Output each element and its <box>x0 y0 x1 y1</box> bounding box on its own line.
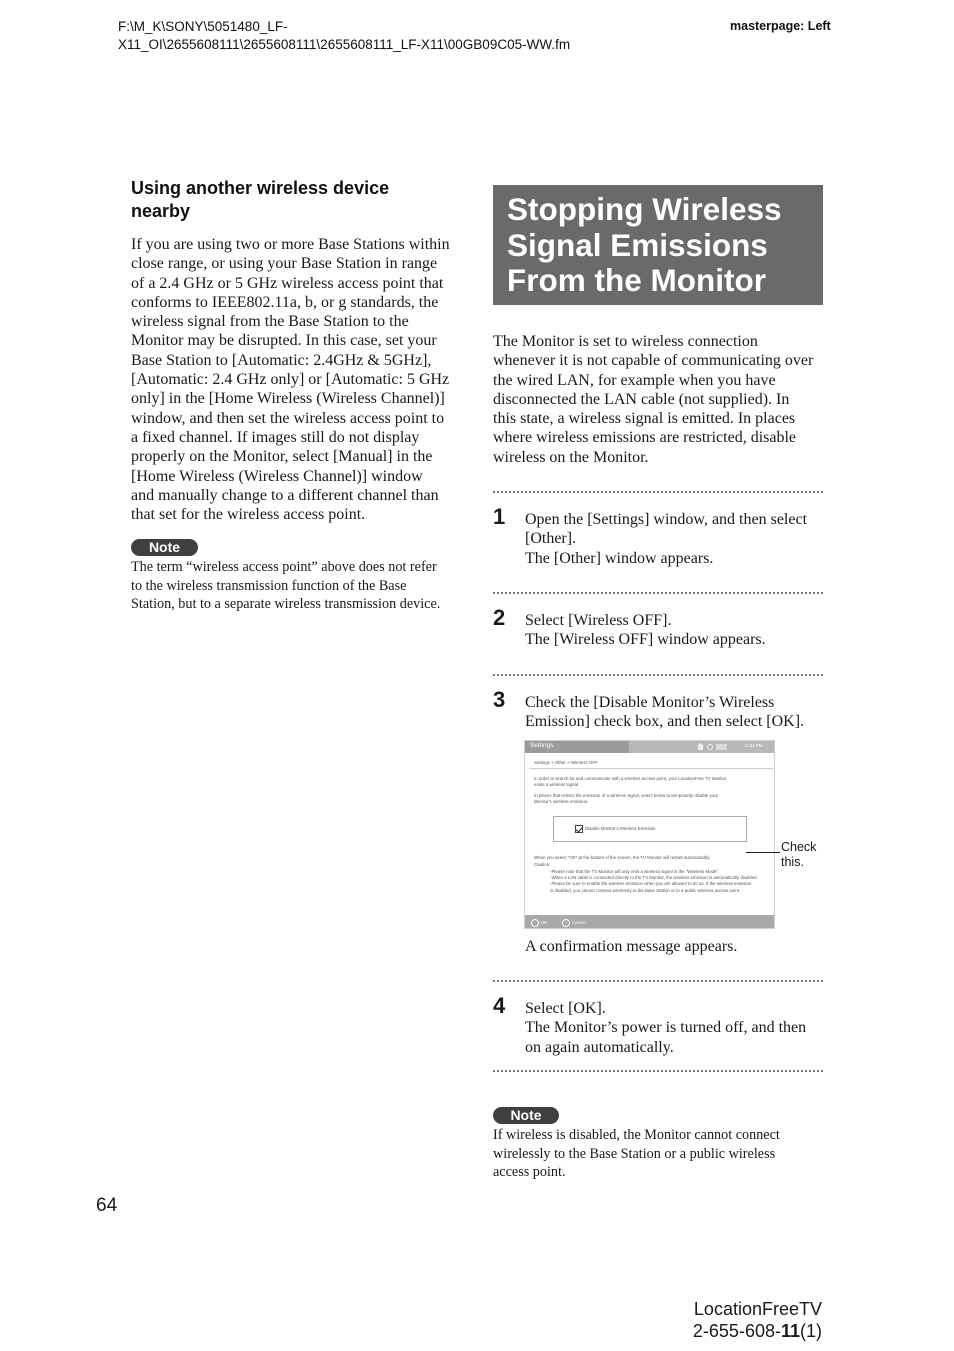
step-divider <box>493 980 823 982</box>
step-number: 4 <box>493 993 506 1018</box>
left-body <box>131 235 471 524</box>
step-line: Emission] check box, and then select [OK]. <box>525 713 805 731</box>
section-heading <box>131 177 389 223</box>
menu-icon <box>716 744 727 750</box>
step-line: The [Wireless OFF] window appears. <box>525 631 766 649</box>
confirmation-text: A confirmation message appears. <box>525 938 738 955</box>
step-divider <box>493 1070 823 1072</box>
product-code-bold: 11 <box>780 1321 800 1341</box>
ok-circle-icon[interactable] <box>531 919 539 927</box>
step-number: 1 <box>493 504 506 529</box>
screenshot-text-line: emits a wireless signal. <box>534 782 580 788</box>
screenshot-caution-label: Caution: <box>534 862 551 867</box>
step-line: Open the [Settings] window, and then select <box>525 511 808 528</box>
wireless-off-screenshot <box>524 740 775 929</box>
file-path <box>118 18 570 54</box>
step-3-text <box>525 693 825 732</box>
gear-icon <box>707 744 713 750</box>
page-number: 64 <box>96 1195 118 1216</box>
step-line: The Monitor’s power is turned off, and then <box>525 1019 807 1037</box>
note-line: wirelessly to the Base Station or a public wireless <box>493 1145 776 1162</box>
step-divider <box>493 674 823 676</box>
step-divider <box>493 592 823 594</box>
body-line: If you are using two or more Base Stations within <box>131 236 450 253</box>
screenshot-breadcrumb: Settings > Other > Wireless OFF <box>534 760 598 765</box>
title-line: Stopping Wireless <box>507 191 782 227</box>
screenshot-caution <box>550 869 758 894</box>
body-line: only] in the [Home Wireless (Wireless Channel)] <box>131 390 445 408</box>
page-title <box>493 185 823 305</box>
screenshot-para1 <box>534 776 726 788</box>
note-line: If wireless is disabled, the Monitor cannot connect <box>493 1127 780 1143</box>
intro-line: The Monitor is set to wireless connection <box>493 333 758 350</box>
caution-line: is disabled, you cannot connect wirelessly to the Base Station or to a public wireless access point. <box>550 887 741 893</box>
checkmark-icon <box>576 825 583 832</box>
title-line: Signal Emissions <box>507 226 768 263</box>
callout-line: Check <box>781 840 817 854</box>
body-line: [Automatic: 2.4 GHz only] or [Automatic: 5 GHz <box>131 371 450 389</box>
body-line: close range, or using your Base Station in range <box>131 255 438 273</box>
ok-button[interactable]: OK <box>541 920 548 925</box>
note-label: Note <box>131 539 198 556</box>
step-1-text <box>525 510 825 568</box>
body-line: properly on the Monitor, select [Manual] in the <box>131 448 433 466</box>
body-line: window, and then set the wireless access point to <box>131 409 445 427</box>
title-line: From the Monitor <box>507 262 766 298</box>
step-line: Select [Wireless OFF]. <box>525 612 672 629</box>
intro-text <box>493 332 828 467</box>
body-line: and manually change to a different channel than <box>131 486 439 504</box>
intro-line: wireless on the Monitor. <box>493 448 649 466</box>
note-line: The term “wireless access point” above does not refer <box>131 559 437 575</box>
body-line: conforms to IEEE802.11a, b, or g standards, the <box>131 293 439 311</box>
intro-line: disconnected the LAN cable (not supplied). In <box>493 390 790 408</box>
step-number: 2 <box>493 605 506 630</box>
section-heading-line2: nearby <box>131 201 191 221</box>
file-path-line1: F:\M_K\SONY\5051480_LF- <box>118 19 288 34</box>
checkbox-label: Disable Monitor's Wireless Emission <box>585 826 656 831</box>
file-path-line2: X11_OI\2655608111\2655608111\2655608111_LF-X11\00GB09C05-WW.fm <box>118 37 571 52</box>
body-line: a fixed channel. If images still do not display <box>131 428 420 446</box>
cancel-circle-icon[interactable] <box>562 919 570 927</box>
caution-line: -Please be sure to enable the wireless emission when you are allowed to do so. If the wireless emission <box>550 881 752 887</box>
body-line: of a 2.4 GHz or 5 GHz wireless access point that <box>131 274 444 292</box>
note-line: Station, but to a separate wireless transmission device. <box>131 596 441 612</box>
masterpage-label: masterpage: Left <box>730 19 831 33</box>
screenshot-text-line: In order to search for and communicate with a wireless access point, your LocationFree TV Monitor <box>534 776 727 781</box>
intro-line: where wireless emissions are restricted, disable <box>493 429 797 447</box>
screenshot-para2 <box>534 793 718 805</box>
note-line: access point. <box>493 1164 566 1180</box>
step-line: Select [OK]. <box>525 1000 606 1017</box>
body-line: Base Station to [Automatic: 2.4GHz & 5GHz], <box>131 351 432 369</box>
callout-line: this. <box>781 855 804 869</box>
product-code <box>693 1321 822 1342</box>
callout-leader-line <box>746 852 780 853</box>
screenshot-info: When you select "OK" at the bottom of the screen, the TV Monitor will restart automatically. <box>534 855 711 860</box>
screenshot-text-line: Monitor's wireless emission. <box>534 799 589 805</box>
step-number: 3 <box>493 687 506 712</box>
product-code-suffix: (1) <box>800 1321 822 1341</box>
screenshot-text-line: In places that restrict the emission of a wireless signal, select below to temporarily disable your <box>534 793 719 798</box>
note-label: Note <box>493 1107 559 1124</box>
right-note <box>493 1126 828 1182</box>
step-divider <box>493 491 823 493</box>
cancel-button[interactable]: Cancel <box>572 920 586 925</box>
step-4-text <box>525 999 825 1057</box>
intro-line: whenever it is not capable of communicating over <box>493 352 814 370</box>
note-line: to the wireless transmission function of the Base <box>131 577 407 594</box>
intro-line: this state, a wireless signal is emitted. In places <box>493 410 796 428</box>
body-line: that set for the wireless access point. <box>131 506 366 524</box>
step-line: The [Other] window appears. <box>525 549 714 567</box>
left-note <box>131 558 471 614</box>
section-heading-line1: Using another wireless device <box>131 178 390 198</box>
step-2-text <box>525 611 825 650</box>
caution-line: -When a LAN cable is connected directly to the TV Monitor, the wireless emission is automatically disabled. <box>550 875 758 881</box>
body-line: wireless signal from the Base Station to the <box>131 313 409 331</box>
body-line: [Home Wireless (Wireless Channel)] window <box>131 467 423 485</box>
step-line: on again automatically. <box>525 1038 674 1056</box>
product-code-prefix: 2-655-608- <box>692 1321 781 1341</box>
intro-line: the wired LAN, for example when you have <box>493 371 776 389</box>
check-this-callout <box>781 840 816 870</box>
screenshot-time: 11:52 PM <box>744 743 763 748</box>
caution-line: -Please note that the TV Monitor will only emit a wireless signal in the "Wireless Mode". <box>550 869 720 874</box>
disable-emission-checkbox[interactable] <box>575 825 583 833</box>
step-line: [Other]. <box>525 530 577 548</box>
screenshot-divider <box>529 768 773 769</box>
step-line: Check the [Disable Monitor’s Wireless <box>525 694 775 711</box>
body-line: Monitor may be disrupted. In this case, set your <box>131 332 437 350</box>
product-name: LocationFreeTV <box>693 1299 822 1319</box>
screenshot-title: Settings <box>530 742 554 749</box>
